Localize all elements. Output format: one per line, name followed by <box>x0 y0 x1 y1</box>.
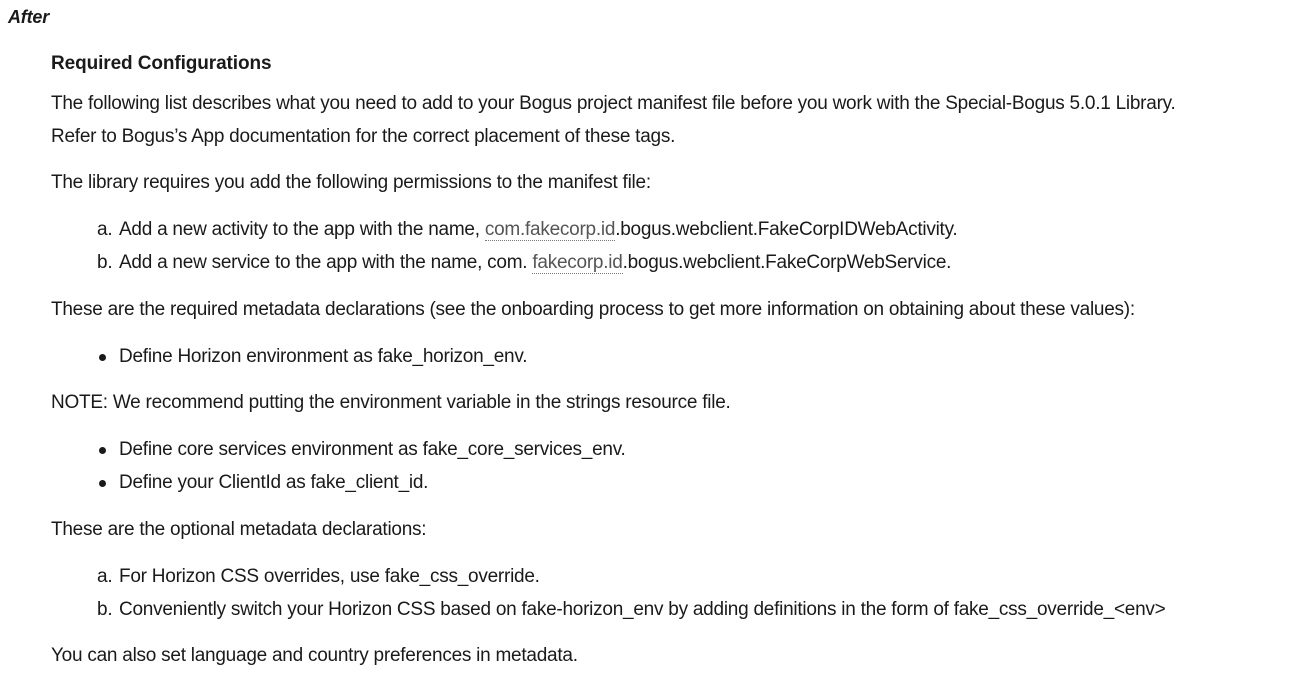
list-item-text: Conveniently switch your Horizon CSS based on fake-horizon_env by adding definitions in the form of fake_css_override_<env> <box>119 599 1166 620</box>
list-item-text: Define your ClientId as fake_client_id. <box>119 472 429 493</box>
list-item-text: .bogus.webclient.FakeCorpIDWebActivity. <box>615 219 958 240</box>
required-list-1 <box>51 340 1313 373</box>
required-list-2 <box>51 433 1313 499</box>
section-heading: Required Configurations <box>51 53 272 74</box>
bullet-icon <box>99 354 106 361</box>
optional-list <box>51 560 1313 626</box>
bullet-icon <box>99 480 106 487</box>
list-marker: b. <box>97 252 113 273</box>
package-abbreviation: com.fakecorp.id <box>484 219 616 240</box>
list-marker: a. <box>97 219 113 240</box>
document-body <box>51 52 1313 672</box>
list-item <box>51 246 1313 279</box>
list-item <box>51 560 1313 593</box>
package-abbreviation: fakecorp.id <box>532 252 623 273</box>
required-intro: These are the required metadata declarations (see the onboarding process to get more information on obtaining about these values): <box>51 299 1135 320</box>
permissions-intro: The library requires you add the following permissions to the manifest file: <box>51 172 651 193</box>
closing-text: You can also set language and country preferences in metadata. <box>51 645 578 666</box>
list-item-text: Add a new service to the app with the name, com. <box>119 252 533 273</box>
list-item <box>51 213 1313 246</box>
list-item-text: Define core services environment as fake_core_services_env. <box>119 439 626 460</box>
list-marker: b. <box>97 599 113 620</box>
intro-line-2: Refer to Bogus’s App documentation for the correct placement of these tags. <box>51 126 676 147</box>
list-item-text: Define Horizon environment as fake_horizon_env. <box>119 346 528 367</box>
intro-line-1: The following list describes what you need to add to your Bogus project manifest file before you work with the Special-Bogus 5.0.1 Library. <box>51 93 1176 114</box>
permissions-list <box>51 213 1313 279</box>
optional-intro: These are the optional metadata declarations: <box>51 519 427 540</box>
after-label: After <box>8 7 50 27</box>
list-item-text: .bogus.webclient.FakeCorpWebService. <box>622 252 952 273</box>
list-item <box>51 466 1313 499</box>
list-item <box>51 593 1313 626</box>
note-text: NOTE: We recommend putting the environment variable in the strings resource file. <box>51 392 731 413</box>
list-item-text: For Horizon CSS overrides, use fake_css_override. <box>119 566 540 587</box>
list-marker: a. <box>97 566 113 587</box>
bullet-icon <box>99 447 106 454</box>
list-item-text: Add a new activity to the app with the name, <box>119 219 485 240</box>
list-item <box>51 433 1313 466</box>
list-item <box>51 340 1313 373</box>
